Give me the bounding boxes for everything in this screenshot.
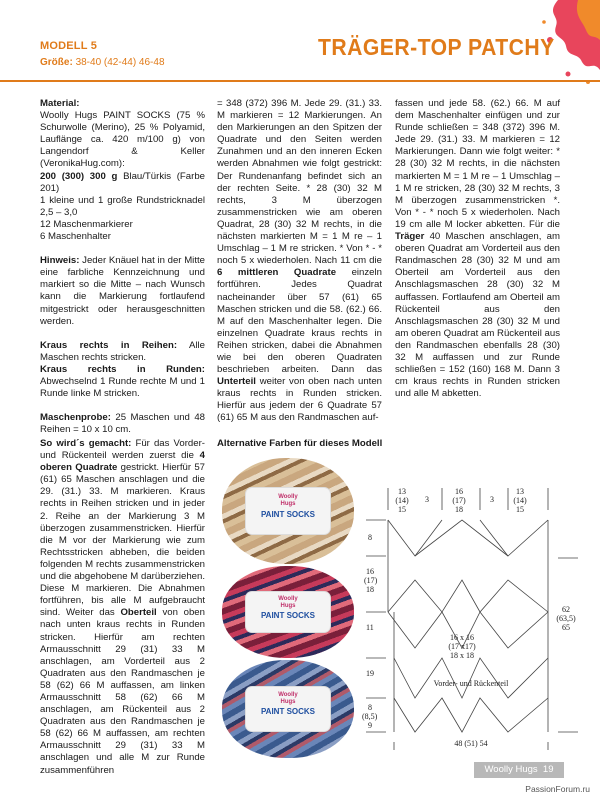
dim-left-5a: 8 <box>368 703 372 712</box>
dim-top-right-2: (14) <box>513 496 527 505</box>
needles-text: 1 kleine und 1 große Rundstricknadel 2,5 – 3,0 <box>40 194 205 218</box>
size-line <box>40 57 165 68</box>
probe-label: Maschenprobe: <box>40 412 111 424</box>
amount-rest: Blau/Türkis (Farbe 201) <box>40 170 205 194</box>
square-size-2: (17 x17) <box>448 642 476 651</box>
col2-text-d: Unterteil <box>217 376 256 388</box>
dim-top-left-2: (14) <box>395 496 409 505</box>
yarn-brand-2: Hugs <box>280 602 296 609</box>
yarn-brand-2: Hugs <box>280 699 296 706</box>
how-to-text-e: von oben nach unten kraus rechts in Runden stricken. Hierfür am rechten Armausschnitt 29 (31) 33 M anschlagen, am Vorderteil aus 2 Quadraten aus den Randmaschen je 58 (62) 66 M auffassen, am linken Armausschnitt 58 (62) 66 M anschlagen, am Rückenteil aus 2 Quadraten aus den Randmaschen je 58 (62) 66 M auffassen, am rechten Armausschnitt 29 (31) 33 M anschlagen und alle M zur Runde zusammenführen <box>40 607 205 776</box>
yarn-brand-1: Woolly <box>278 493 298 500</box>
alt-colors-title: Alternative Farben für dieses Modell <box>217 438 383 449</box>
dim-left-5b: (8,5) <box>362 712 378 721</box>
dim-top-mid-3: 18 <box>455 505 463 514</box>
dim-left-3: 11 <box>366 623 374 632</box>
how-to-label: So wird´s gemacht: <box>40 438 132 449</box>
header-rule <box>0 80 600 82</box>
footer-page-badge <box>474 762 564 778</box>
holders-text: 6 Maschenhalter <box>40 231 111 243</box>
dim-right-b: (63,5) <box>556 614 576 623</box>
how-to-text-a: Für das Vorder- und Rückenteil werden zuerst die <box>40 438 205 462</box>
col2-text-e: weiter von oben nach unten kraus rechts in Runden stricken. Hierfür aus jedem der 6 Quadrate 57 (61) 65 M aus den Randmaschen auf- <box>217 376 382 424</box>
column-how-to <box>40 438 205 777</box>
dim-left-2b: (17) <box>364 576 378 585</box>
square-size-1: 16 x 16 <box>450 633 474 642</box>
watermark: PassionForum.ru <box>525 784 590 794</box>
material-label: Material: <box>40 98 80 109</box>
size-value: 38-40 (42-44) 46-48 <box>75 57 165 68</box>
col2-text-a: = 348 (372) 396 M. Jede 29. (31.) 33. M markieren = 12 Markierungen. An den Markierungen an den Spitzen der Quadrate und den Seiten werden Zunahmen und an den inneren Ecken werden Abnahmen wie folgt gestrickt: Der Rundenanfang befindet sich an der rechten Seite. * 28 (30) 32 M rechts, 3 M überzogen zusammenstricken wie am oberen Quadrat, 28 (30) 32 M rechts, in die nächsten markierten M = 1 M re – 1 Umschlag – 1 M re stricken. * Von * - * noch 5 x wiederholen. Nach 11 cm die <box>217 98 382 267</box>
column-instructions-2 <box>217 98 382 425</box>
footer-brand: Woolly Hugs <box>484 764 538 775</box>
dim-bottom: 48 (51) 54 <box>454 739 488 748</box>
dim-top-mid-2: (17) <box>452 496 466 505</box>
dim-left-1: 8 <box>368 533 372 542</box>
size-label: Größe: <box>40 57 73 68</box>
how-to-text-d: Oberteil <box>120 607 157 619</box>
dim-left-5c: 9 <box>368 721 372 730</box>
col3-text-c: 40 Maschen anschlagen, am oberen Quadrat am Vorderteil aus den Randmaschen 28 (30) 32 M und am Oberteil am Vorderteil aus den Anschlagsmaschen 28 (30) 32 M auffassen. Fortlaufend am Oberteil am Rückenteil aus den Anschlagsmaschen 28 (30) 32 M und am oberen Quadrat am Rückenteil aus den Randmaschen ebenfalls 28 (30) 32 M auffassen und zur Runde schließen = 152 (160) 168 M. Dann 3 cm kraus rechts in Runden stricken und alle M abketten. <box>395 231 560 400</box>
dim-left-2a: 16 <box>366 567 374 576</box>
hinweis-text: Jeder Knäuel hat in der Mitte eine farbliche Kennzeichnung und markiert so die Mitte – nach Wunsch kann die Markierung fortlaufend mitgestrickt oder herausgeschnitten werden. <box>40 255 205 327</box>
yarn-label-beige <box>246 488 330 535</box>
yarn-product: PAINT SOCKS <box>260 509 316 519</box>
col2-text-b: 6 mittleren Quadrate <box>217 267 337 279</box>
kraus-reihen-label: Kraus rechts in Reihen: <box>40 339 178 351</box>
material-text: Woolly Hugs PAINT SOCKS (75 % Schurwolle (Merino), 25 % Polyamid, Lauflänge ca. 420 m/100 g) von Langendorf & Keller (VeronikaHug.com): <box>40 110 205 170</box>
yarn-label-blue <box>246 687 330 730</box>
dim-top-right-3: 15 <box>516 505 524 514</box>
how-to-text-b: 4 oberen Quadrate <box>40 450 205 474</box>
dim-left-2c: 18 <box>366 585 374 594</box>
yarn-ball-blue <box>222 660 354 758</box>
col3-text-a: fassen und jede 58. (62.) 66. M auf dem Maschenhalter einfügen und zur Runde schließen = 348 (372) 396 M. Jede 29. (31.) 33. M markieren = 12 Markierungen. Dann wie folgt weiter: * 28 (30) 32 M rechts, in die nächsten markierten M = 1 M re – 1 Umschlag – 1 M re stricken, 28 (30) 32 M rechts, 3 M überzogen zusammenstricken *. Von * - * noch 5 x wiederholen. Nach 19 cm alle M locker abketten. Für die <box>395 98 560 230</box>
kraus-runden-text: Abwechselnd 1 Runde rechte M und 1 Runde linke M stricken. <box>40 375 205 400</box>
dim-top-left-1: 13 <box>398 487 406 496</box>
column-materials <box>40 98 205 448</box>
dim-left-4: 19 <box>366 669 374 678</box>
dim-top-left-3: 15 <box>398 505 406 514</box>
part-label: Vorder- und Rückenteil <box>433 679 509 688</box>
yarn-brand-2: Hugs <box>280 500 296 507</box>
yarn-brand-1: Woolly <box>278 692 298 699</box>
yarn-product: PAINT SOCKS <box>260 610 316 620</box>
footer-page-number: 19 <box>542 764 554 775</box>
page-title: TRÄGER-TOP PATCHY <box>318 34 555 60</box>
probe-text: 25 Maschen und 48 Reihen = 10 x 10 cm. <box>40 412 205 436</box>
how-to-text-c: gestrickt. Hierfür 57 (61) 65 Maschen anschlagen und die 29. (31.) 33. M markieren. Kraus rechts in Reihen stricken und in jeder 2. Reihe an der Markierung 3 M überzogen zusammenstricken. Hierfür die M vor der Markierung wie zum Rechtsstricken abheben, die beiden folgenden M rechts zusammenstricken und die abgehobene M darüberziehen. Diese M markieren. Die Abnahmen fortführen, bis alle M aufgebraucht sind. Weiter das <box>40 462 205 619</box>
dim-top-gap-1: 3 <box>425 495 429 504</box>
amount-bold: 200 (300) 300 g <box>40 170 118 182</box>
dim-right-c: 65 <box>562 623 570 632</box>
dim-top-right-1: 13 <box>516 487 524 496</box>
yarn-brand-1: Woolly <box>278 595 298 602</box>
yarn-product: PAINT SOCKS <box>260 707 316 717</box>
kraus-runden-label: Kraus rechts in Runden: <box>40 363 205 375</box>
col2-text-c: einzeln fortführen. Jedes Quadrat nacheinander über 57 (61) 65 Maschen stricken und die 58. (62.) 66. M auf den Maschenhalter legen. Die einzelnen Quadrate kraus rechts in Reihen stricken, dabei die Abnahmen wie bei den oberen Quadraten beschrieben arbeiten. Dann das <box>217 267 382 376</box>
dim-top-gap-2: 3 <box>490 495 494 504</box>
square-size-3: 18 x 18 <box>450 651 474 660</box>
yarn-label-red <box>246 592 330 632</box>
kraus-reihen-text: Alle Maschen rechts stricken. <box>40 339 205 363</box>
dim-top-mid-1: 16 <box>455 487 463 496</box>
dim-right-a: 62 <box>562 605 570 614</box>
yarn-ball-beige <box>222 458 354 564</box>
yarn-ball-red <box>222 566 354 658</box>
schematic-diagram <box>358 480 588 750</box>
column-instructions-3 <box>395 98 560 400</box>
hinweis-label: Hinweis: <box>40 255 80 267</box>
model-number: MODELL 5 <box>40 40 98 52</box>
markers-text: 12 Maschenmarkierer <box>40 218 133 230</box>
col3-text-b: Träger <box>395 231 425 243</box>
